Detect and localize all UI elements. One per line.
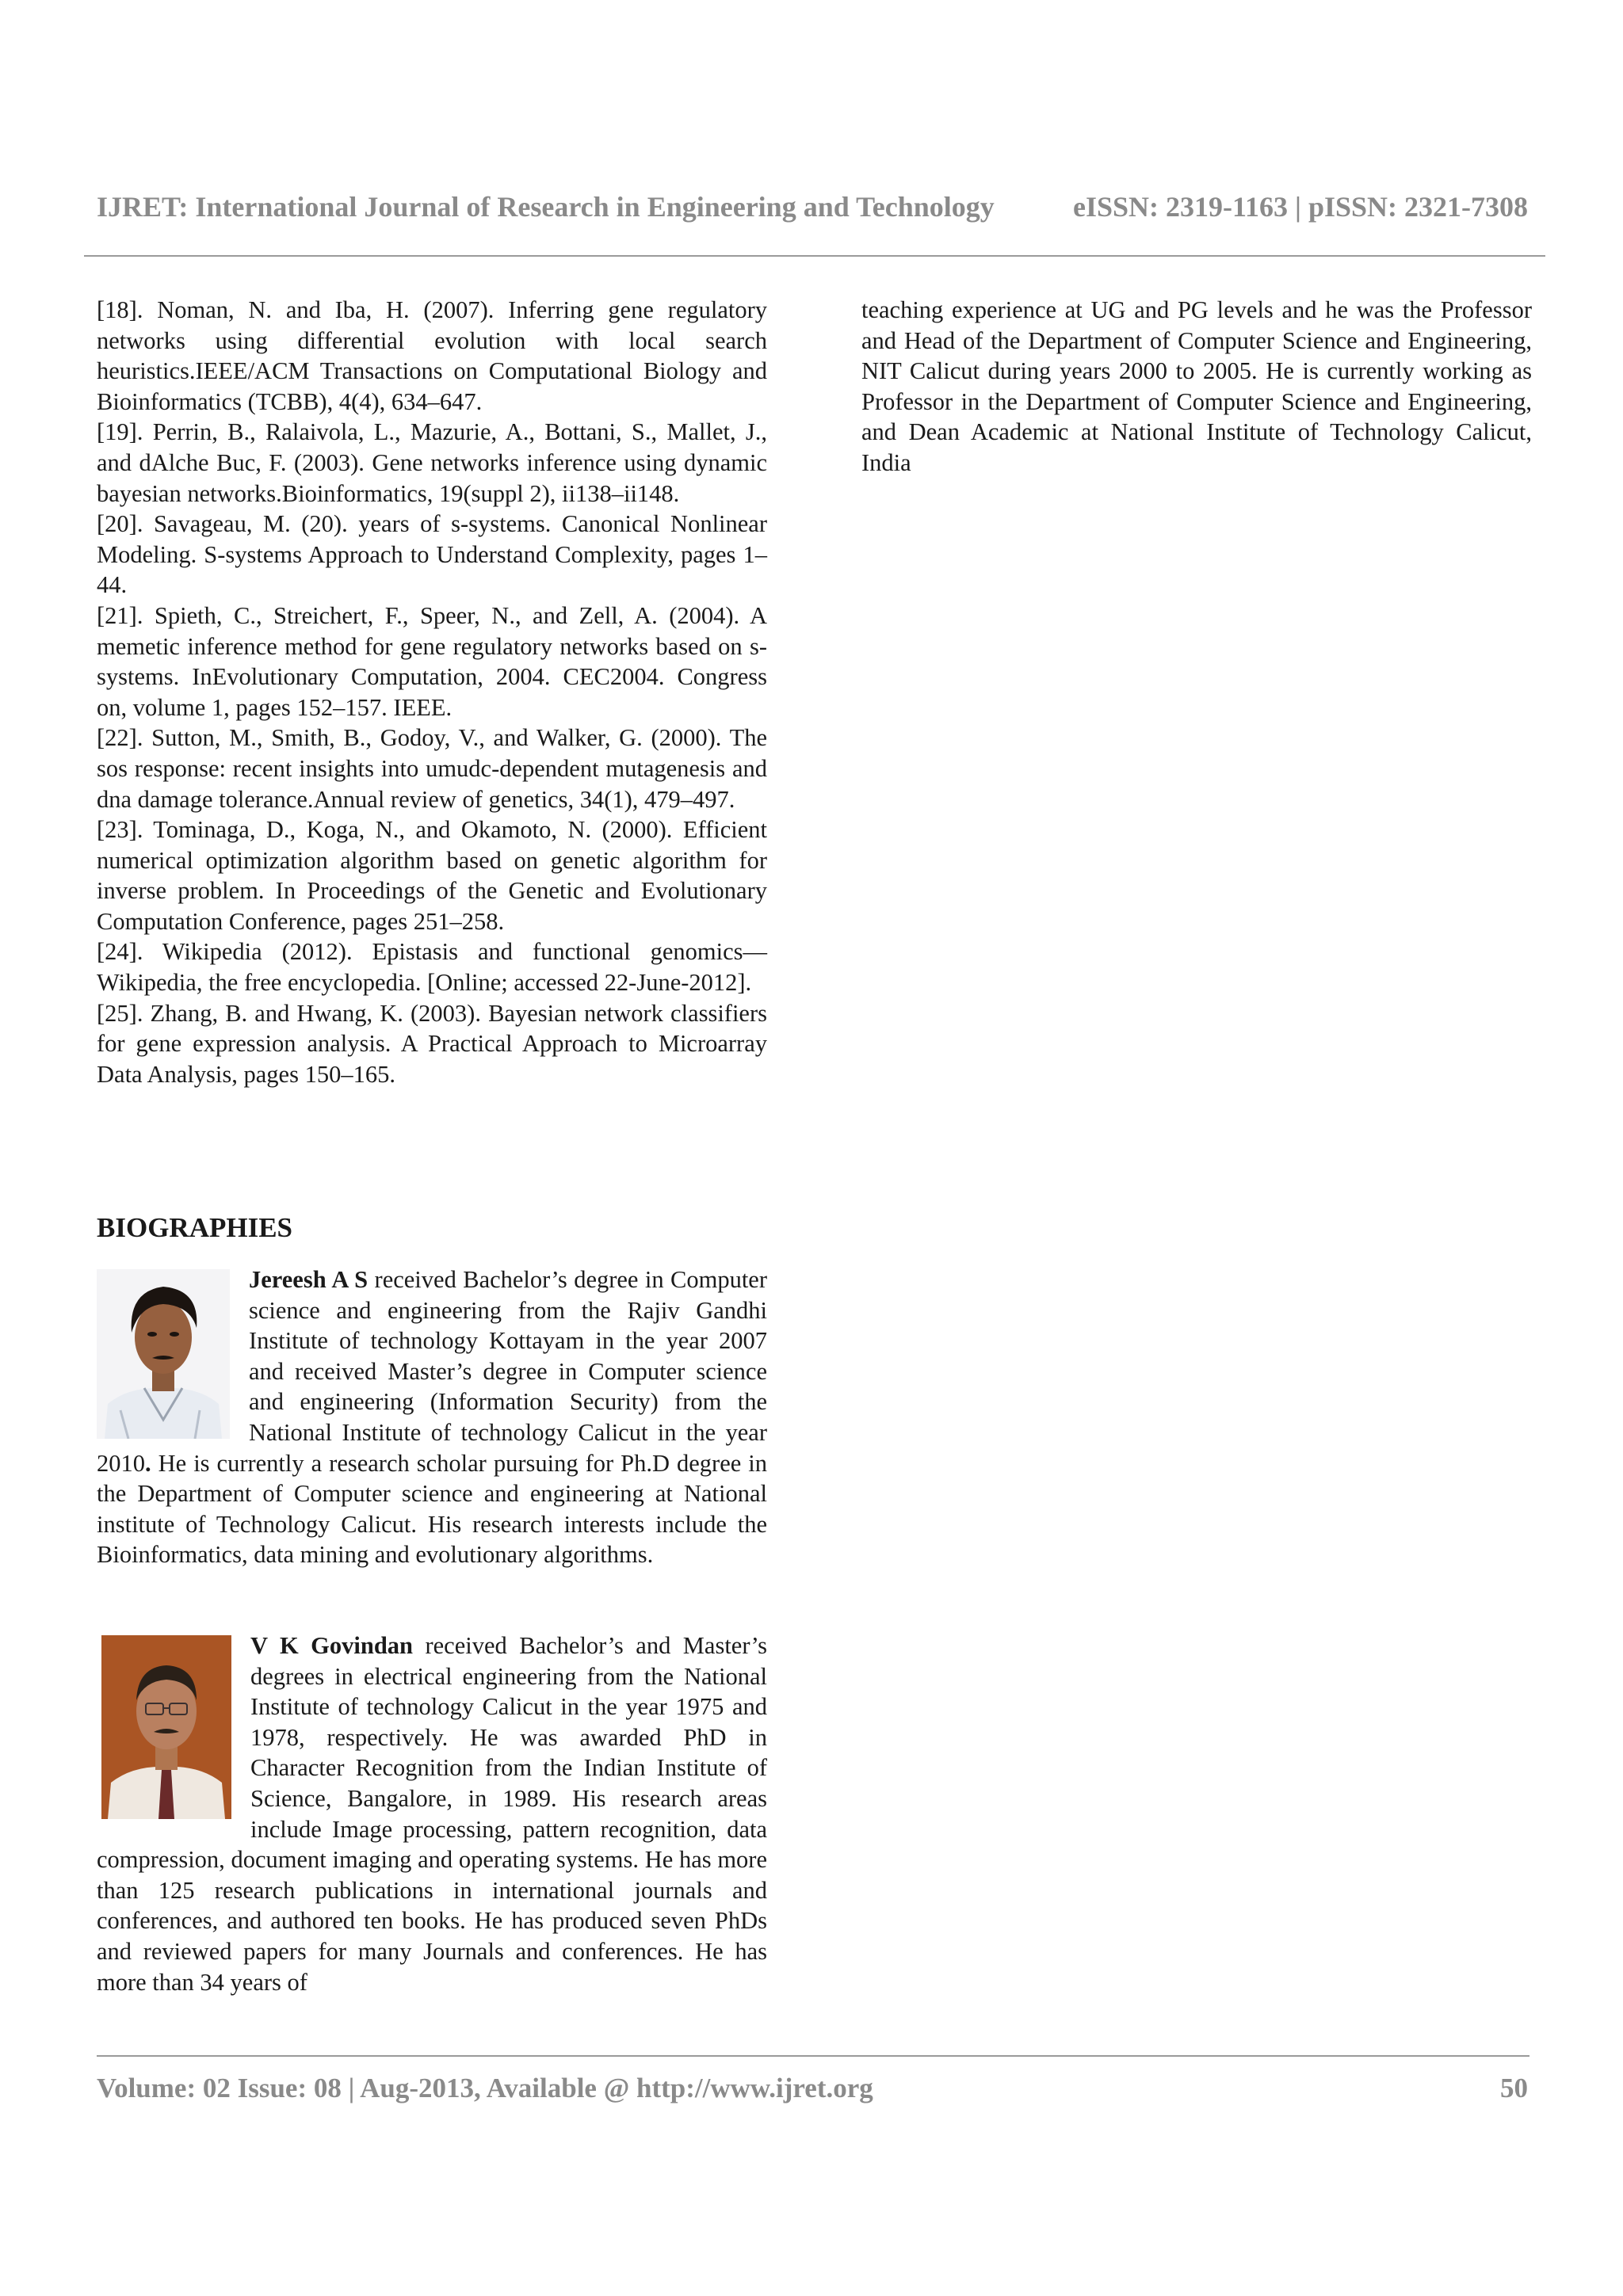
bio-text: received Bachelor’s degree in Computer science and engineering from the Rajiv Gandhi Institute of technology Kottayam in the year 2007 and received Master’s degree in Computer science and engineering (Information Security) from the National Institute of technology Calicut in the year 2010 — [97, 1266, 767, 1477]
biography-govindan — [97, 1630, 767, 1997]
right-column — [861, 295, 1532, 479]
author-name: V K Govindan — [250, 1632, 413, 1659]
reference-item: [22]. Sutton, M., Smith, B., Godoy, V., and Walker, G. (2000). The sos response: recent insights into umudc-dependent mutagenesis and dna damage tolerance.Annual review of genetics, 34(1), 479–497. — [97, 724, 767, 813]
reference-item: [23]. Tominaga, D., Koga, N., and Okamoto, N. (2000). Efficient numerical optimization algorithm based on genetic algorithm for inverse problem. In Proceedings of the Genetic and Evolutionary Computation Conference, pages 251–258. — [97, 816, 767, 935]
journal-title: IJRET: International Journal of Research in Engineering and Technology — [97, 191, 995, 223]
portrait-photo — [97, 1269, 230, 1439]
page-header — [97, 190, 1528, 223]
bio-period: . — [145, 1449, 151, 1477]
reference-item: [25]. Zhang, B. and Hwang, K. (2003). Bayesian network classifiers for gene expression analysis. A Practical Approach to Microarray Data Analysis, pages 150–165. — [97, 999, 767, 1088]
footer-divider — [97, 2055, 1529, 2057]
author-photo-govindan — [101, 1635, 231, 1819]
volume-info: Volume: 02 Issue: 08 | Aug-2013, Available @ http://www.ijret.org — [97, 2073, 873, 2103]
header-divider — [84, 255, 1545, 257]
reference-item: [20]. Savageau, M. (20). years of s-systems. Canonical Nonlinear Modeling. S-systems Approach to Understand Complexity, pages 1–44. — [97, 510, 767, 599]
biographies-heading: BIOGRAPHIES — [97, 1212, 292, 1243]
author-name: Jereesh A S — [249, 1266, 369, 1293]
author-photo-jereesh — [97, 1269, 230, 1439]
bio-text: received Bachelor’s and Master’s degrees in electrical engineering from the National Institute of technology Calicut in the year 1975 and 1978, respectively. He was awarded PhD in Character Recognition from the Indian Institute of Science, Bangalore, in 1989. His research areas include Image processing, pattern recognition, data compression, document imaging and operating systems. He has more than 125 research publications in international journals and conferences, and authored ten books. He has produced seven PhDs and reviewed papers for many Journals and conferences. He has more than 34 years of — [97, 1632, 767, 1996]
issn: eISSN: 2319-1163 | pISSN: 2321-7308 — [1073, 191, 1528, 223]
references-column — [97, 295, 767, 1089]
reference-item: [21]. Spieth, C., Streichert, F., Speer, N., and Zell, A. (2004). A memetic inference method for gene regulatory networks based on s-systems. InEvolutionary Computation, 2004. CEC2004. Congress on, volume 1, pages 152–157. IEEE. — [97, 601, 767, 721]
reference-item: [24]. Wikipedia (2012). Epistasis and functional genomics— Wikipedia, the free encyclopedia. [Online; accessed 22-June-2012]. — [97, 938, 767, 997]
page-number: 50 — [1500, 2073, 1528, 2103]
reference-item: [18]. Noman, N. and Iba, H. (2007). Inferring gene regulatory networks using differential evolution with local search heuristics.IEEE/ACM Transactions on Computational Biology and Bioinformatics (TCBB), 4(4), 634–647. — [97, 296, 767, 415]
bio-text-cont: He is currently a research scholar pursuing for Ph.D degree in the Department of Computer science and engineering at National institute of Technology Calicut. His research interests include the Bioinformatics, data mining and evolutionary algorithms. — [97, 1449, 767, 1569]
bio-continuation: teaching experience at UG and PG levels and he was the Professor and Head of the Department of Computer Science and Engineering, NIT Calicut during years 2000 to 2005. He is currently working as Professor in the Department of Computer Science and Engineering, and Dean Academic at National Institute of Technology Calicut, India — [861, 296, 1532, 476]
reference-item: [19]. Perrin, B., Ralaivola, L., Mazurie, A., Bottani, S., Mallet, J., and dAlche Buc, F. (2003). Gene networks inference using dynamic bayesian networks.Bioinformatics, 19(suppl 2), ii138–ii148. — [97, 418, 767, 507]
biography-jereesh — [97, 1264, 767, 1570]
portrait-photo — [101, 1635, 231, 1819]
page-footer — [97, 2073, 1528, 2104]
